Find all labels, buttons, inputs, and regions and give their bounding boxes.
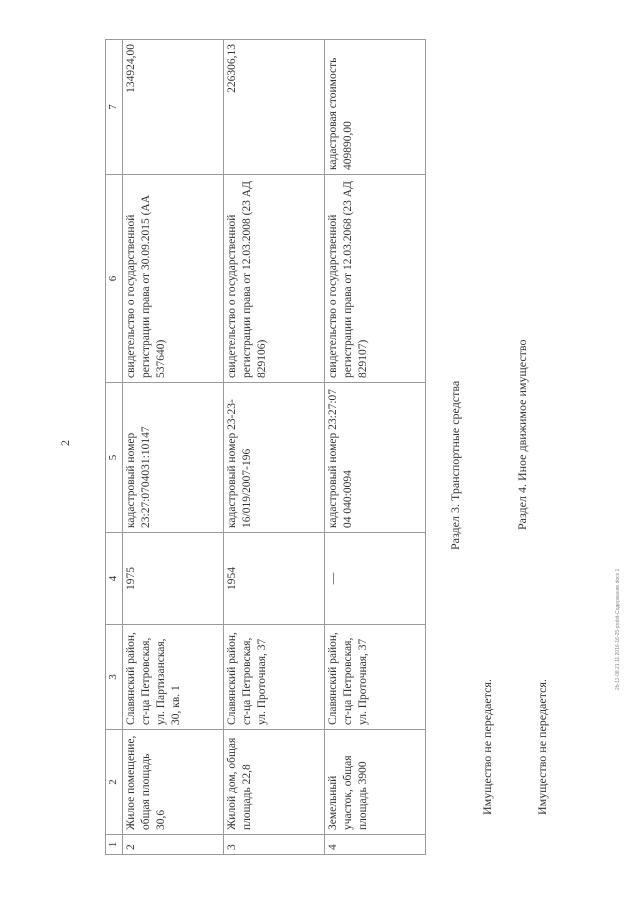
cell-document: свидетельство о государственной регистрации права от 30.09.2015 (АА 537640) bbox=[123, 175, 224, 383]
cell-address: Славянский район, ст-ца Петровская, ул. Проточная, 37 bbox=[325, 625, 426, 730]
section-4-note: Имущество не передается. bbox=[535, 679, 549, 815]
col-header: 3 bbox=[106, 625, 123, 730]
cell-cadastral: кадастровый номер 23:27:07 04 040:0094 bbox=[325, 383, 426, 533]
cell-value: 226306,13 bbox=[224, 40, 325, 175]
footer-stamp: 2b-11-08.21.11.2016-16-25-probit-Содержание.docx 1 bbox=[615, 568, 621, 690]
section-3-note: Имущество не передается. bbox=[480, 679, 494, 815]
cell-cadastral: кадастровый номер 23:27:0704031:10147 bbox=[123, 383, 224, 533]
cell-value: 134924,00 bbox=[123, 40, 224, 175]
cell-year: 1975 bbox=[123, 533, 224, 625]
cell-value: кадастровая стоимость 409890,00 bbox=[325, 40, 426, 175]
cell-name: Жилой дом, общая площадь 22,8 bbox=[224, 730, 325, 835]
section-3-title: Раздел 3. Транспортные средства bbox=[448, 380, 462, 550]
cell-year: 1954 bbox=[224, 533, 325, 625]
section-4-title: Раздел 4. Иное движимое имущество bbox=[515, 339, 529, 530]
cell-document: свидетельство о государственной регистрации права от 12.03.2068 (23 АД 829107) bbox=[325, 175, 426, 383]
table-row bbox=[224, 40, 325, 855]
cell-name: Жилое помещение, общая площадь 30,6 bbox=[123, 730, 224, 835]
col-header: 5 bbox=[106, 383, 123, 533]
cell-name: Земельный участок, общая площадь 3900 bbox=[325, 730, 426, 835]
cell-cadastral: кадастровый номер 23-23-16/019/2007-196 bbox=[224, 383, 325, 533]
cell-num: 3 bbox=[224, 835, 325, 855]
col-header: 6 bbox=[106, 175, 123, 383]
cell-num: 2 bbox=[123, 835, 224, 855]
table-header-row bbox=[106, 40, 123, 855]
col-header: 1 bbox=[106, 835, 123, 855]
col-header: 7 bbox=[106, 40, 123, 175]
cell-address: Славянский район, ст-ца Петровская, ул. Партизанская, 30, кв. 1 bbox=[123, 625, 224, 730]
property-table bbox=[105, 39, 426, 855]
table-row bbox=[325, 40, 426, 855]
cell-num: 4 bbox=[325, 835, 426, 855]
rotated-page-content bbox=[95, 40, 549, 855]
col-header: 4 bbox=[106, 533, 123, 625]
cell-document: свидетельство о государственной регистрации права от 12.03.2008 (23 АД 829106) bbox=[224, 175, 325, 383]
page-number: 2 bbox=[58, 440, 72, 446]
col-header: 2 bbox=[106, 730, 123, 835]
cell-address: Славянский район, ст-ца Петровская, ул. Проточная, 37 bbox=[224, 625, 325, 730]
cell-year: — bbox=[325, 533, 426, 625]
table-row bbox=[123, 40, 224, 855]
